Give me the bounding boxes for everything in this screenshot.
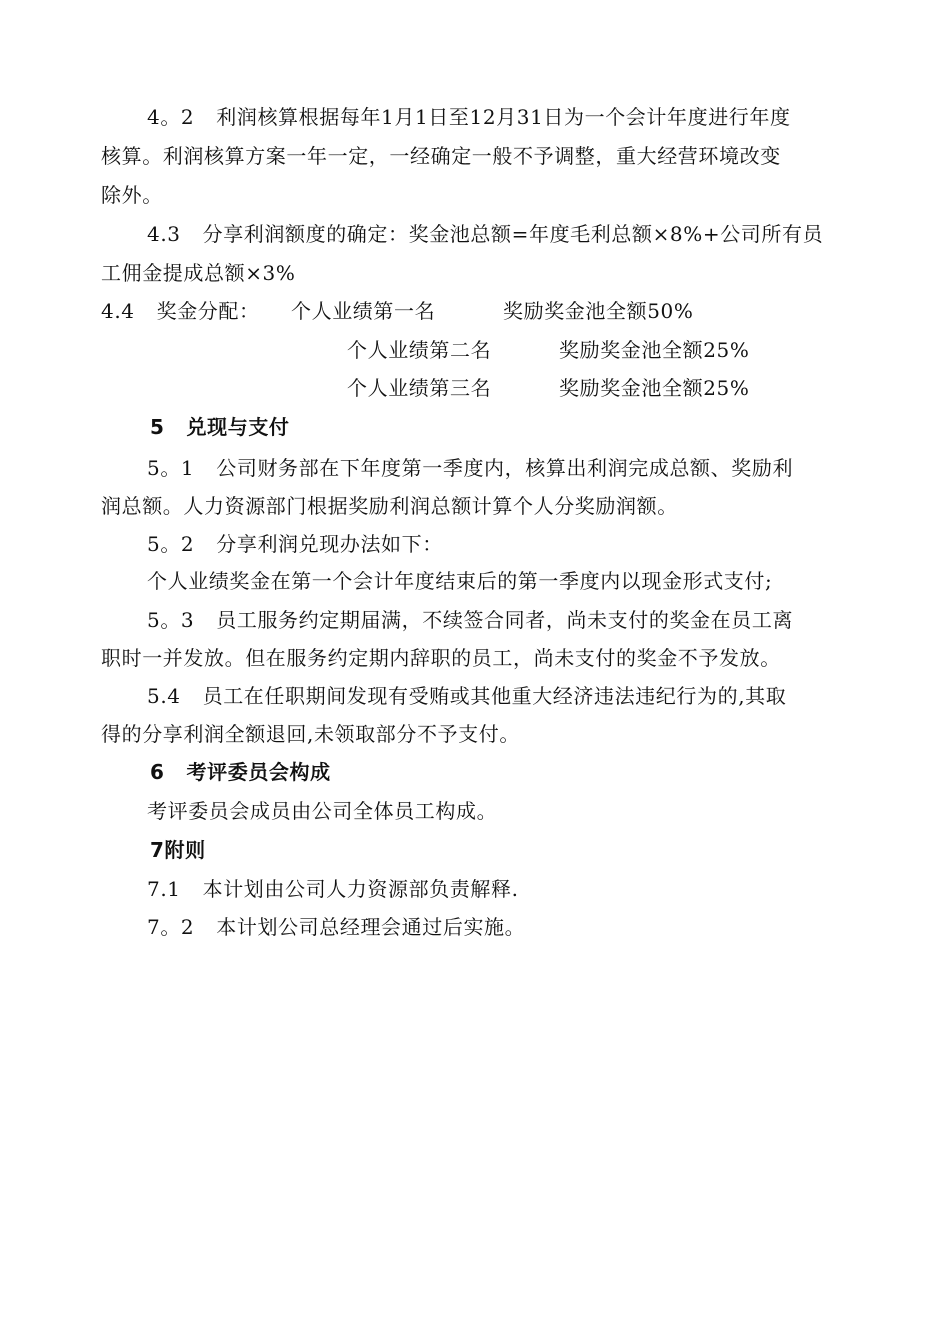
- heading-number: 5: [150, 415, 165, 439]
- section-5-heading: [150, 414, 290, 440]
- heading-number: 6: [150, 760, 165, 784]
- heading-title: 兑现与支付: [186, 415, 290, 439]
- clause-text: 分享利润额度的确定：奖金池总额=年度毛利总额×8%+公司所有员: [202, 222, 824, 246]
- clause-text: 本计划由公司人力资源部负责解释.: [202, 877, 519, 901]
- bonus-rank-2: 个人业绩第二名: [347, 338, 492, 362]
- paragraph-5-3-line-2: 职时一并发放。但在服务约定期内辞职的员工，尚未支付的奖金不予发放。: [101, 646, 781, 670]
- clause-number: 5。2: [147, 532, 195, 556]
- clause-text: 员工服务约定期届满，不续签合同者，尚未支付的奖金在员工离: [216, 608, 794, 632]
- bonus-reward-2: 奖励奖金池全额25%: [559, 338, 750, 362]
- clause-number: 7。2: [147, 915, 195, 939]
- clause-number: 5。3: [147, 608, 195, 632]
- clause-text: 本计划公司总经理会通过后实施。: [216, 915, 526, 939]
- clause-text: 公司财务部在下年度第一季度内，核算出利润完成总额、奖励利: [216, 456, 794, 480]
- paragraph-5-1-line-2: 润总额。人力资源部门根据奖励利润总额计算个人分奖励润额。: [101, 494, 678, 518]
- section-6-heading: [150, 759, 331, 785]
- clause-number: 5.4: [147, 684, 181, 708]
- paragraph-5-2-line-1: [147, 531, 443, 557]
- heading-title: 考评委员会构成: [186, 760, 331, 784]
- paragraph-5-4-line-1: [147, 683, 786, 709]
- bonus-label: 奖金分配：: [156, 299, 260, 323]
- paragraph-7-1: [147, 876, 519, 902]
- paragraph-4-4-line-1: [101, 298, 260, 324]
- paragraph-5-2-line-2: 个人业绩奖金在第一个会计年度结束后的第一季度内以现金形式支付;: [147, 569, 773, 593]
- clause-number: 5。1: [147, 456, 195, 480]
- paragraph-4-3-line-2: 工佣金提成总额×3%: [101, 261, 296, 285]
- section-6-text: 考评委员会成员由公司全体员工构成。: [147, 799, 498, 823]
- clause-text: 员工在任职期间发现有受贿或其他重大经济违法违纪行为的,其取: [202, 684, 787, 708]
- clause-text: 分享利润兑现办法如下：: [216, 532, 443, 556]
- clause-number: 7.1: [147, 877, 181, 901]
- clause-number: 4。2: [147, 105, 195, 129]
- clause-text: 利润核算根据每年1月1日至12月31日为一个会计年度进行年度: [216, 105, 791, 129]
- paragraph-5-4-line-2: 得的分享利润全额退回,未领取部分不予支付。: [101, 722, 520, 746]
- bonus-reward-1: 奖励奖金池全额50%: [503, 299, 694, 323]
- paragraph-4-2-line-2: 核算。利润核算方案一年一定，一经确定一般不予调整，重大经营环境改变: [101, 144, 781, 168]
- bonus-rank-3: 个人业绩第三名: [347, 376, 492, 400]
- paragraph-5-1-line-1: [147, 455, 793, 481]
- paragraph-7-2: [147, 914, 525, 940]
- paragraph-4-2-line-3: 除外。: [101, 183, 163, 207]
- clause-number: 4.4: [101, 299, 135, 323]
- paragraph-4-3-line-1: [147, 221, 823, 247]
- bonus-rank-1: 个人业绩第一名: [291, 299, 436, 323]
- bonus-reward-3: 奖励奖金池全额25%: [559, 376, 750, 400]
- paragraph-5-3-line-1: [147, 607, 793, 633]
- section-7-heading: 7附则: [150, 838, 206, 862]
- clause-number: 4.3: [147, 222, 181, 246]
- paragraph-4-2-line-1: [147, 104, 791, 130]
